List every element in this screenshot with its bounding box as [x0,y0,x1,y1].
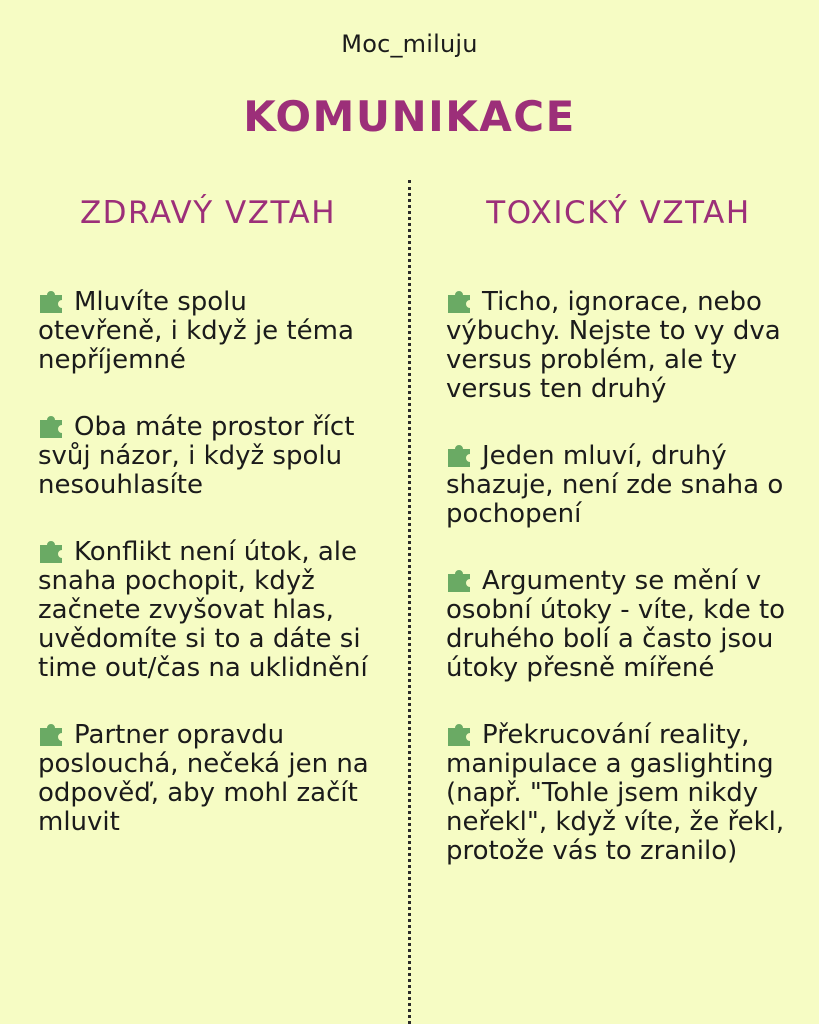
list-item [446,287,791,404]
item-text: Partner opravdu poslouchá, nečeká jen na odpověď, aby mohl začít mluvit [38,720,369,837]
list-item [38,412,378,500]
item-text: Ticho, ignorace, nebo výbuchy. Nejste to vy dva versus problém, ale ty versus ten druhý [446,287,781,404]
healthy-relationship-column [38,195,378,874]
column-divider [408,180,411,1024]
puzzle-piece-icon [38,412,66,438]
puzzle-piece-icon [38,537,66,563]
list-item [38,287,378,375]
puzzle-piece-icon [446,720,474,746]
item-text: Oba máte prostor říct svůj názor, i když spolu nesouhlasíte [38,412,355,500]
item-text: Mluvíte spolu otevřeně, i když je téma nepříjemné [38,287,354,375]
item-text: Konflikt není útok, ale snaha pochopit, když začnete zvyšovat hlas, uvědomíte si to a dáte si time out/čas na uklidnění [38,537,368,683]
account-handle: Moc_miluju [341,30,478,58]
healthy-column-heading: ZDRAVÝ VZTAH [79,195,337,231]
list-item [38,720,378,837]
list-item [446,566,791,683]
list-item [38,537,378,683]
item-text: Překrucování reality, manipulace a gaslighting (např. "Tohle jsem nikdy neřekl", když víte, že řekl, protože vás to zranilo) [446,720,785,866]
toxic-relationship-column [446,195,791,903]
puzzle-piece-icon [446,566,474,592]
puzzle-piece-icon [446,441,474,467]
toxic-column-heading: TOXICKÝ VZTAH [486,195,751,231]
item-text: Jeden mluví, druhý shazuje, není zde snaha o pochopení [446,441,784,529]
puzzle-piece-icon [446,287,474,313]
list-item [446,441,791,529]
item-text: Argumenty se mění v osobní útoky - víte, kde to druhého bolí a často jsou útoky přesně mířené [446,566,786,683]
puzzle-piece-icon [38,720,66,746]
puzzle-piece-icon [38,287,66,313]
list-item [446,720,791,866]
page-title: KOMUNIKACE [243,92,576,141]
